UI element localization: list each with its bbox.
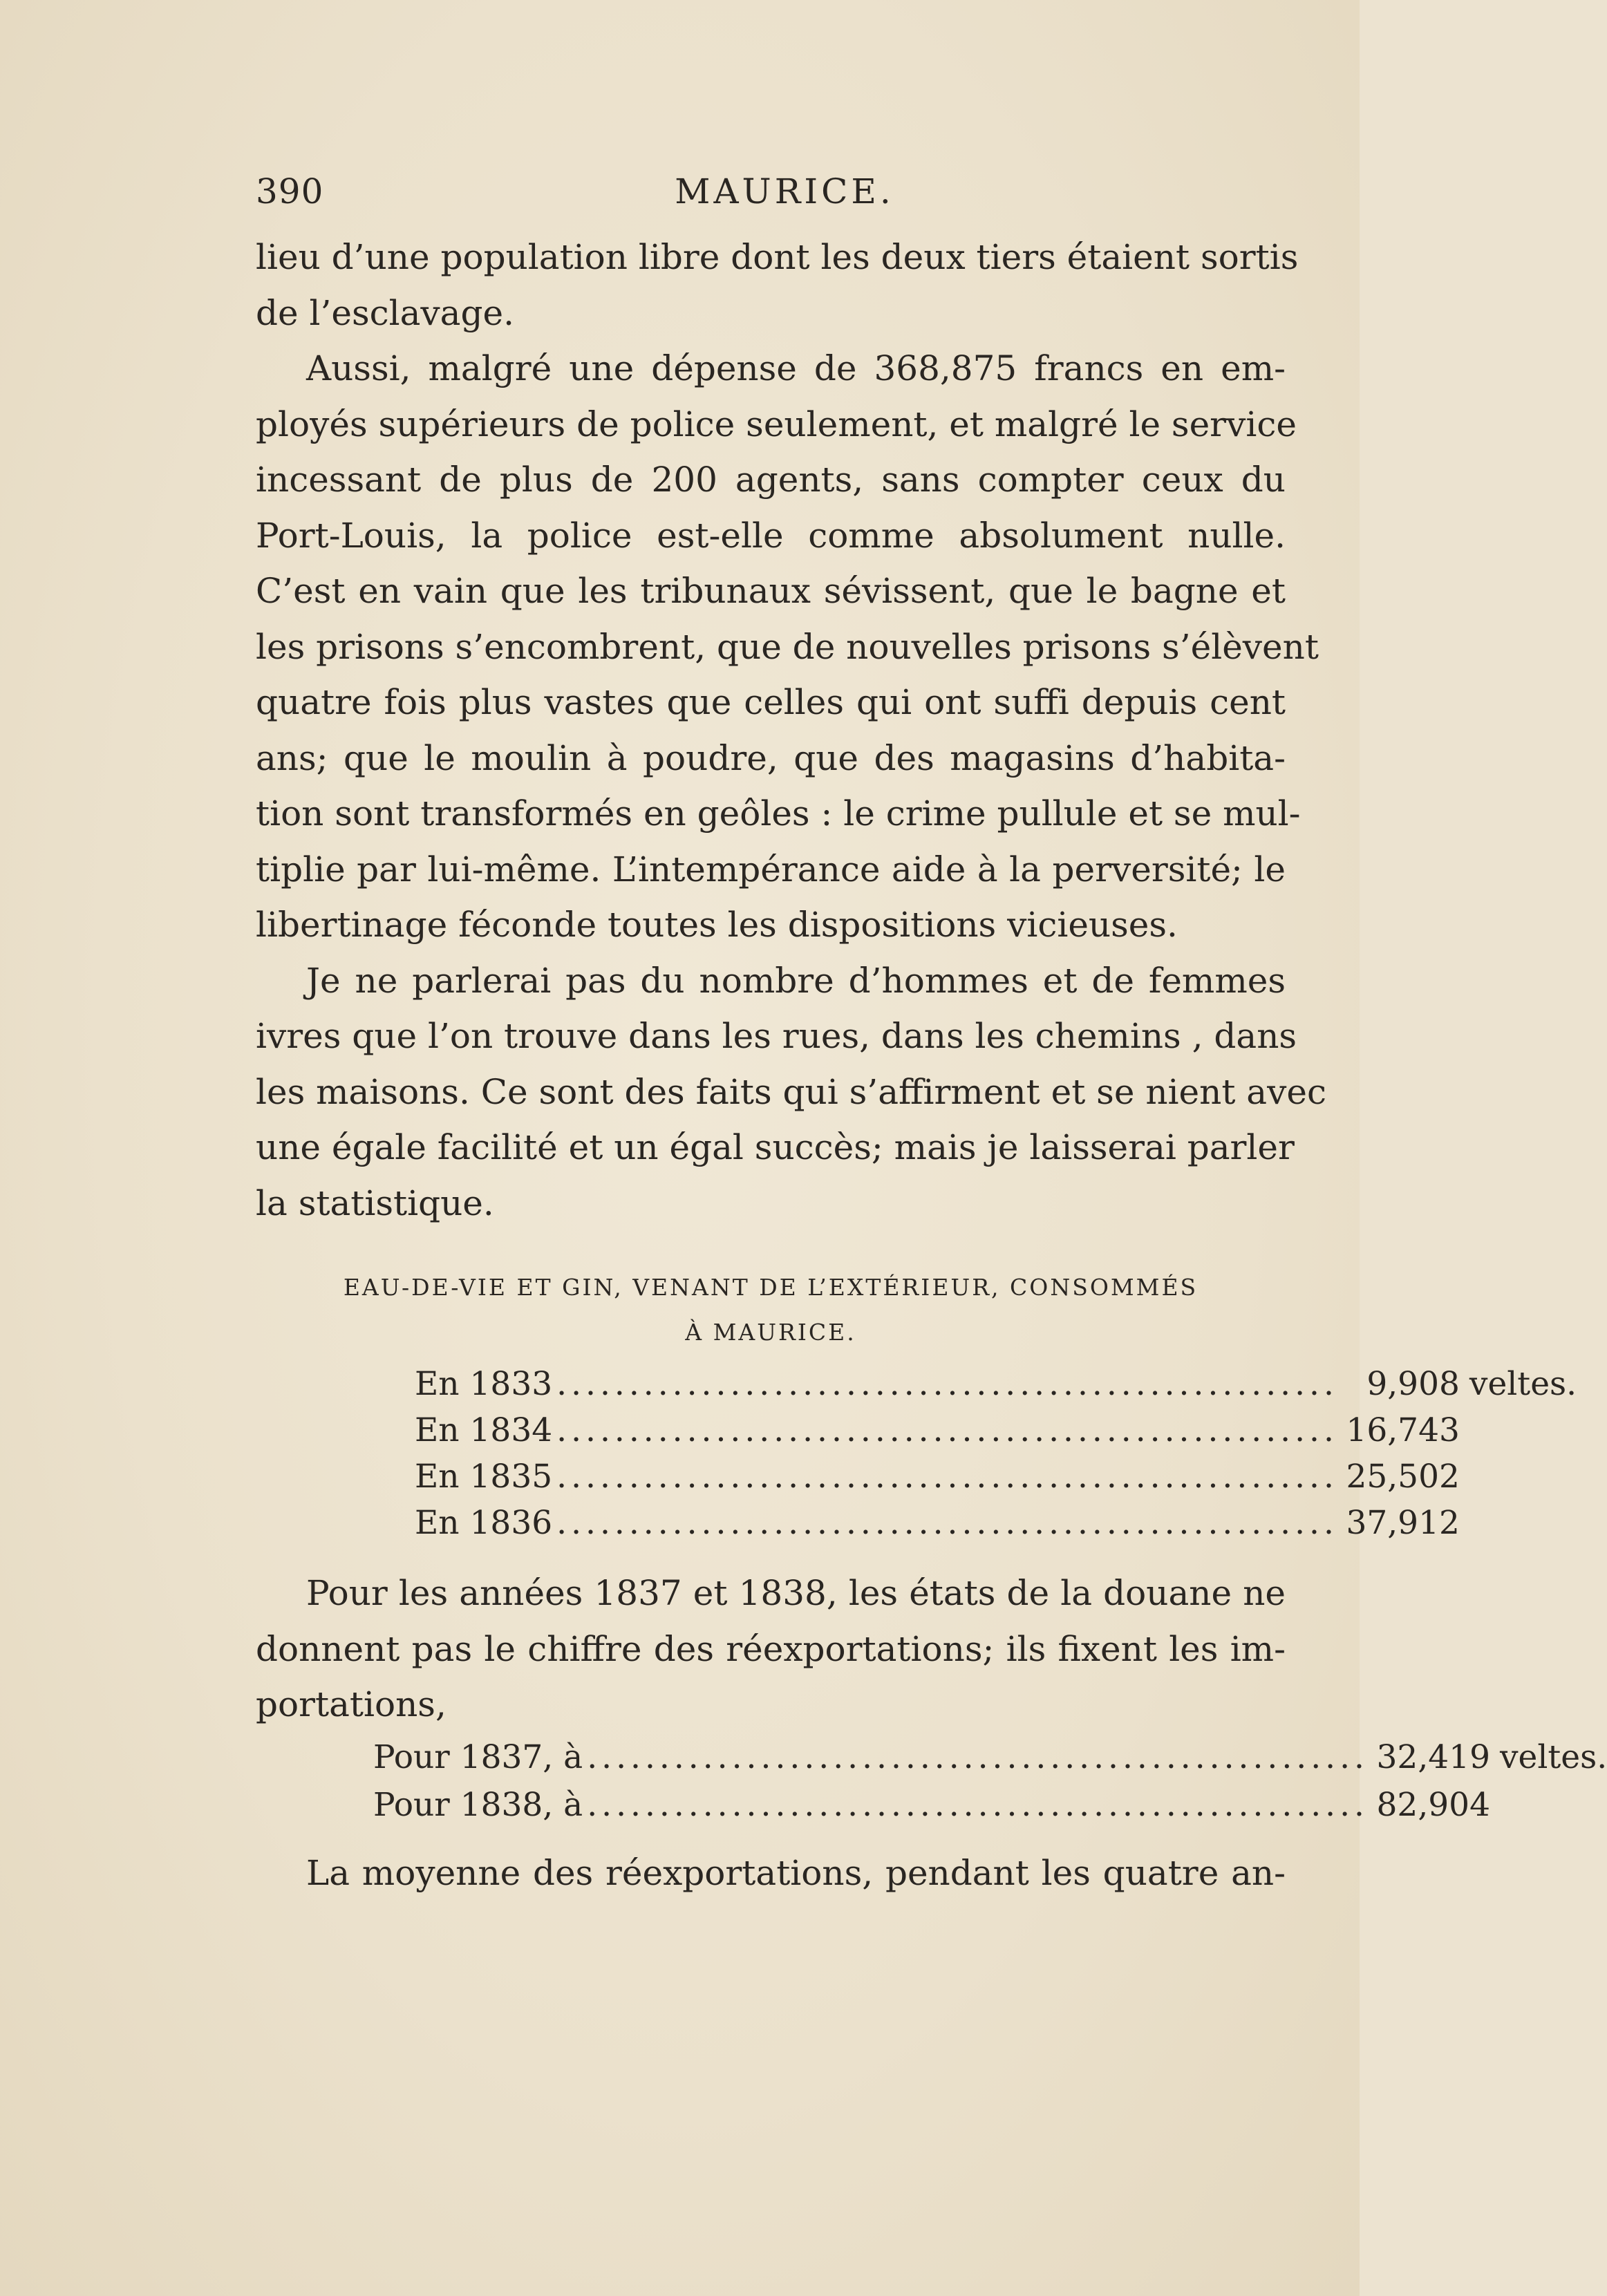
row-label: En 1836 xyxy=(415,1504,553,1542)
text-line: tion sont transformés en geôles : le crime pullule et se mul- xyxy=(256,793,1301,834)
row-label: En 1835 xyxy=(415,1458,553,1496)
row-value: 25,502 xyxy=(1346,1458,1460,1496)
row-label: Pour 1837, à xyxy=(373,1738,583,1776)
row-label: En 1833 xyxy=(415,1365,553,1403)
row-label: Pour 1838, à xyxy=(373,1786,583,1824)
row-value: 16,743 xyxy=(1346,1411,1460,1449)
running-title: MAURICE. xyxy=(675,171,894,211)
row-unit: veltes. xyxy=(1499,1738,1607,1776)
text-line: les maisons. Ce sont des faits qui s’affirment et se nient avec xyxy=(256,1071,1326,1112)
table-row xyxy=(415,1411,1460,1456)
leader-dots: ...................................................... xyxy=(556,1411,1338,1449)
text-line: les prisons s’encombrent, que de nouvelles prisons s’élèvent xyxy=(256,626,1319,667)
text-line: la statistique. xyxy=(256,1183,494,1223)
text-line: ployés supérieurs de police seulement, et malgré le service xyxy=(256,404,1297,444)
row-value: 82,904 xyxy=(1376,1786,1490,1824)
table-row xyxy=(415,1365,1577,1409)
row-unit: veltes. xyxy=(1469,1365,1577,1403)
row-label: En 1834 xyxy=(415,1411,553,1449)
text-line: quatre fois plus vastes que celles qui ont suffi depuis cent xyxy=(256,682,1286,722)
paragraph-1 xyxy=(256,229,1326,1231)
text-line: donnent pas le chiffre des réexportations; ils fixent les im- xyxy=(256,1628,1286,1669)
paragraph-4 xyxy=(256,1565,1286,1733)
table-row xyxy=(373,1786,1490,1830)
text-line: Je ne parlerai pas du nombre d’hommes et de femmes xyxy=(306,960,1286,1001)
page-number: 390 xyxy=(256,171,324,211)
leader-dots: ...................................................... xyxy=(556,1458,1338,1496)
text-line: ivres que l’on trouve dans les rues, dans les chemins , dans xyxy=(256,1016,1297,1056)
text-line: La moyenne des réexportations, pendant les quatre an- xyxy=(306,1853,1286,1893)
leader-dots: ...................................................... xyxy=(556,1504,1338,1542)
text-line: ans; que le moulin à poudre, que des magasins d’habita- xyxy=(256,737,1286,778)
text-line: incessant de plus de 200 agents, sans compter ceux du xyxy=(256,460,1286,500)
table-row xyxy=(415,1458,1460,1502)
text-line: portations, xyxy=(256,1684,447,1724)
page-header xyxy=(256,171,1286,220)
text-line: Aussi, malgré une dépense de 368,875 francs en em- xyxy=(306,348,1286,388)
row-value: 9,908 xyxy=(1366,1365,1460,1403)
table-title: EAU-DE-VIE ET GIN, VENANT DE L’EXTÉRIEUR, CONSOMMÉS xyxy=(343,1274,1199,1301)
leader-dots: ...................................................... xyxy=(587,1786,1369,1824)
table-row xyxy=(373,1738,1607,1782)
text-line: libertinage féconde toutes les dispositions vicieuses. xyxy=(256,905,1178,945)
table-row xyxy=(415,1504,1460,1548)
text-line: Pour les années 1837 et 1838, les états de la douane ne xyxy=(306,1573,1286,1613)
text-line: tiplie par lui-même. L’intempérance aide à la perversité; le xyxy=(256,849,1286,890)
row-value: 37,912 xyxy=(1346,1504,1460,1542)
text-line: Port-Louis, la police est-elle comme absolument nulle. xyxy=(256,515,1286,556)
text-line: C’est en vain que les tribunaux sévissent, que le bagne et xyxy=(256,571,1286,611)
text-line: lieu d’une population libre dont les deux tiers étaient sortis xyxy=(256,237,1299,277)
text-line: une égale facilité et un égal succès; mais je laisserai parler xyxy=(256,1127,1295,1167)
row-value: 32,419 xyxy=(1376,1738,1490,1776)
leader-dots: ...................................................... xyxy=(556,1365,1338,1403)
leader-dots: ...................................................... xyxy=(587,1738,1369,1776)
text-line: de l’esclavage. xyxy=(256,292,514,333)
paragraph-5 xyxy=(256,1845,1286,1901)
table-title: À MAURICE. xyxy=(685,1319,856,1346)
